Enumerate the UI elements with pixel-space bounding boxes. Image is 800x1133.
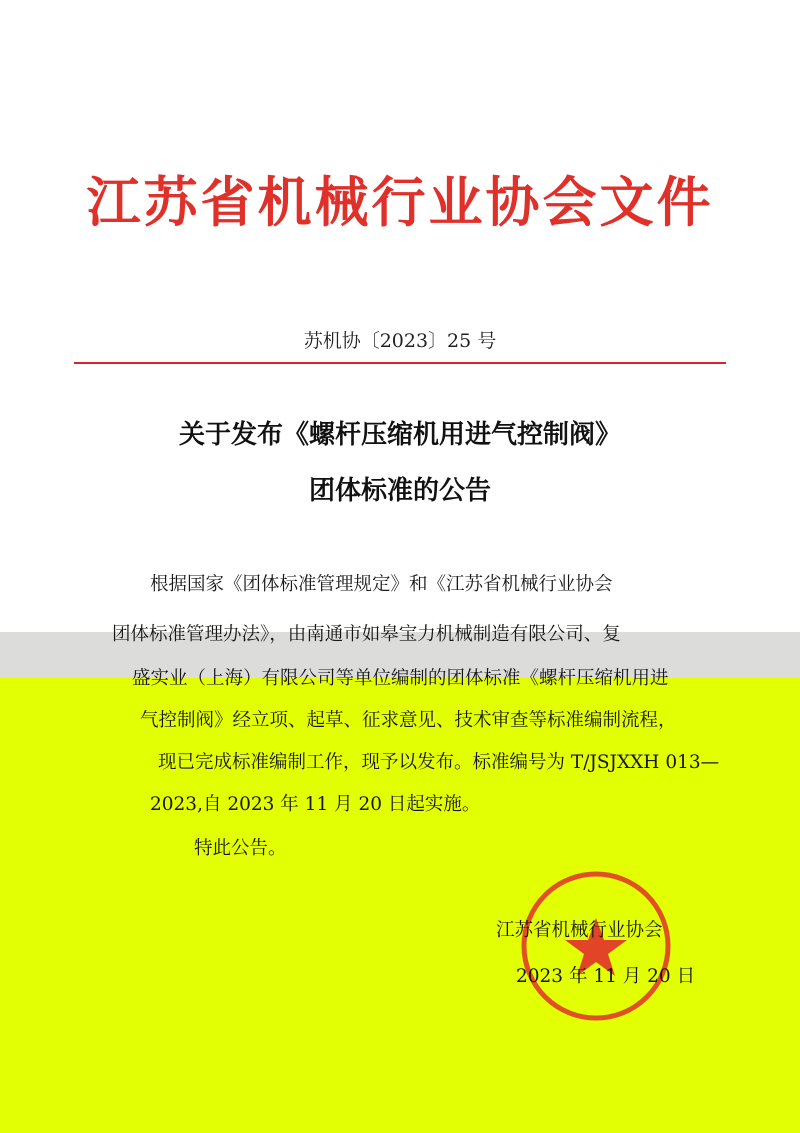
signature-organization: 江苏省机械行业协会 xyxy=(496,920,663,941)
document-header-title: 江苏省机械行业协会文件 xyxy=(86,170,714,234)
body-paragraph-line: 2023,自 2023 年 11 月 20 日起实施。 xyxy=(150,794,481,815)
notice-title-line-2: 团体标准的公告 xyxy=(308,476,491,506)
red-divider-line xyxy=(74,362,726,364)
signature-date: 2023 年 11 月 20 日 xyxy=(516,966,696,987)
closing-phrase: 特此公告。 xyxy=(194,838,287,859)
body-paragraph-line: 现已完成标准编制工作，现予以发布。标准编号为 T/JSJXXH 013— xyxy=(158,752,720,773)
body-paragraph-line: 盛实业（上海）有限公司等单位编制的团体标准《螺杆压缩机用进 xyxy=(132,668,669,689)
notice-title-line-1: 关于发布《螺杆压缩机用进气控制阀》 xyxy=(178,420,621,450)
yellow-highlight-band xyxy=(0,678,800,1133)
body-paragraph-line: 团体标准管理办法》，由南通市如皋宝力机械制造有限公司、复 xyxy=(112,624,621,645)
document-number: 苏机协〔2023〕25 号 xyxy=(303,330,497,352)
body-paragraph-line: 根据国家《团体标准管理规定》和《江苏省机械行业协会 xyxy=(150,574,613,595)
official-seal xyxy=(518,868,674,1024)
body-paragraph-line: 气控制阀》经立项、起草、征求意见、技术审查等标准编制流程， xyxy=(140,710,677,731)
